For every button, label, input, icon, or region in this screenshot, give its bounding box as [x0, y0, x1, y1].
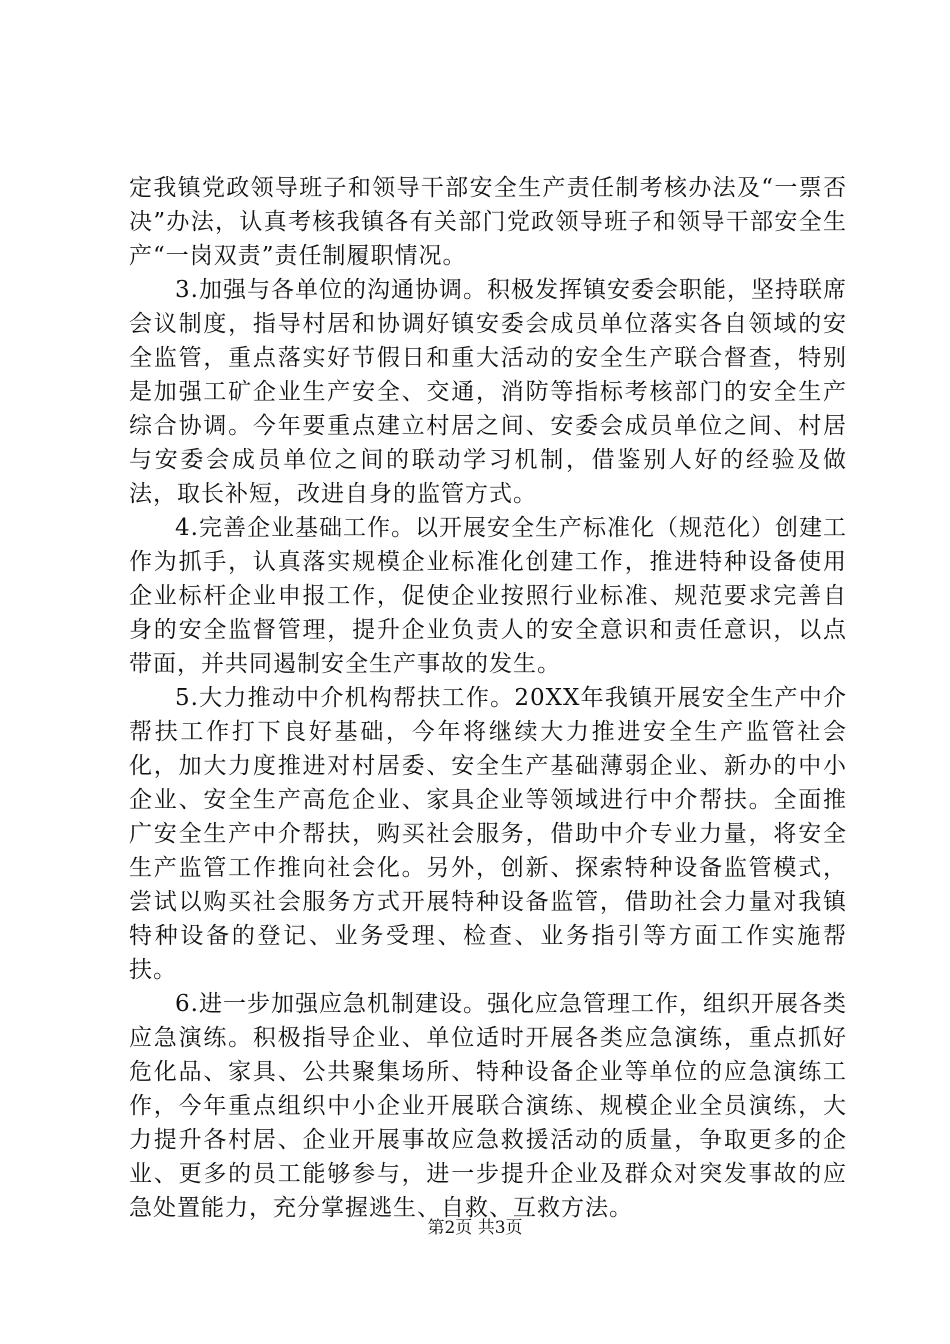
document-body [129, 171, 847, 1225]
page-footer: 第2页 共3页 [427, 1218, 523, 1238]
paragraph-item-3: 3.加强与各单位的沟通协调。积极发挥镇安委会职能，坚持联席会议制度，指导村居和协调好镇安委会成员单位落实各自领域的安全监管，重点落实好节假日和重大活动的安全生产联合督查，特别是加强工矿企业生产安全、交通，消防等指标考核部门的安全生产综合协调。今年要重点建立村居之间、安委会成员单位之间、村居与安委会成员单位之间的联动学习机制，借鉴别人好的经验及做法，取长补短，改进自身的监管方式。 [129, 277, 847, 507]
paragraph-item-6: 6.进一步加强应急机制建设。强化应急管理工作，组织开展各类应急演练。积极指导企业、单位适时开展各类应急演练，重点抓好危化品、家具、公共聚集场所、特种设备企业等单位的应急演练工作，今年重点组织中小企业开展联合演练、规模企业全员演练，大力提升各村居、企业开展事故应急救援活动的质量，争取更多的企业、更多的员工能够参与，进一步提升企业及群众对突发事故的应急处置能力，充分掌握逃生、自救、互救方法。 [129, 991, 847, 1221]
paragraph-item-5: 5.大力推动中介机构帮扶工作。20XX年我镇开展安全生产中介帮扶工作打下良好基础，今年将继续大力推进安全生产监管社会化，加大力度推进对村居委、安全生产基础薄弱企业、新办的中小企业、安全生产高危企业、家具企业等领域进行中介帮扶。全面推广安全生产中介帮扶，购买社会服务，借助中介专业力量，将安全生产监管工作推向社会化。另外，创新、探索特种设备监管模式，尝试以购买社会服务方式开展特种设备监管，借助社会力量对我镇特种设备的登记、业务受理、检查、业务指引等方面工作实施帮扶。 [129, 685, 847, 983]
paragraph-item-4: 4.完善企业基础工作。以开展安全生产标准化（规范化）创建工作为抓手，认真落实规模企业标准化创建工作，推进特种设备使用企业标杆企业申报工作，促使企业按照行业标准、规范要求完善自身的安全监督管理，提升企业负责人的安全意识和责任意识，以点带面，并共同遏制安全生产事故的发生。 [129, 515, 847, 677]
paragraph-continuation: 定我镇党政领导班子和领导干部安全生产责任制考核办法及“一票否决”办法，认真考核我镇各有关部门党政领导班子和领导干部安全生产“一岗双责”责任制履职情况。 [129, 175, 847, 269]
